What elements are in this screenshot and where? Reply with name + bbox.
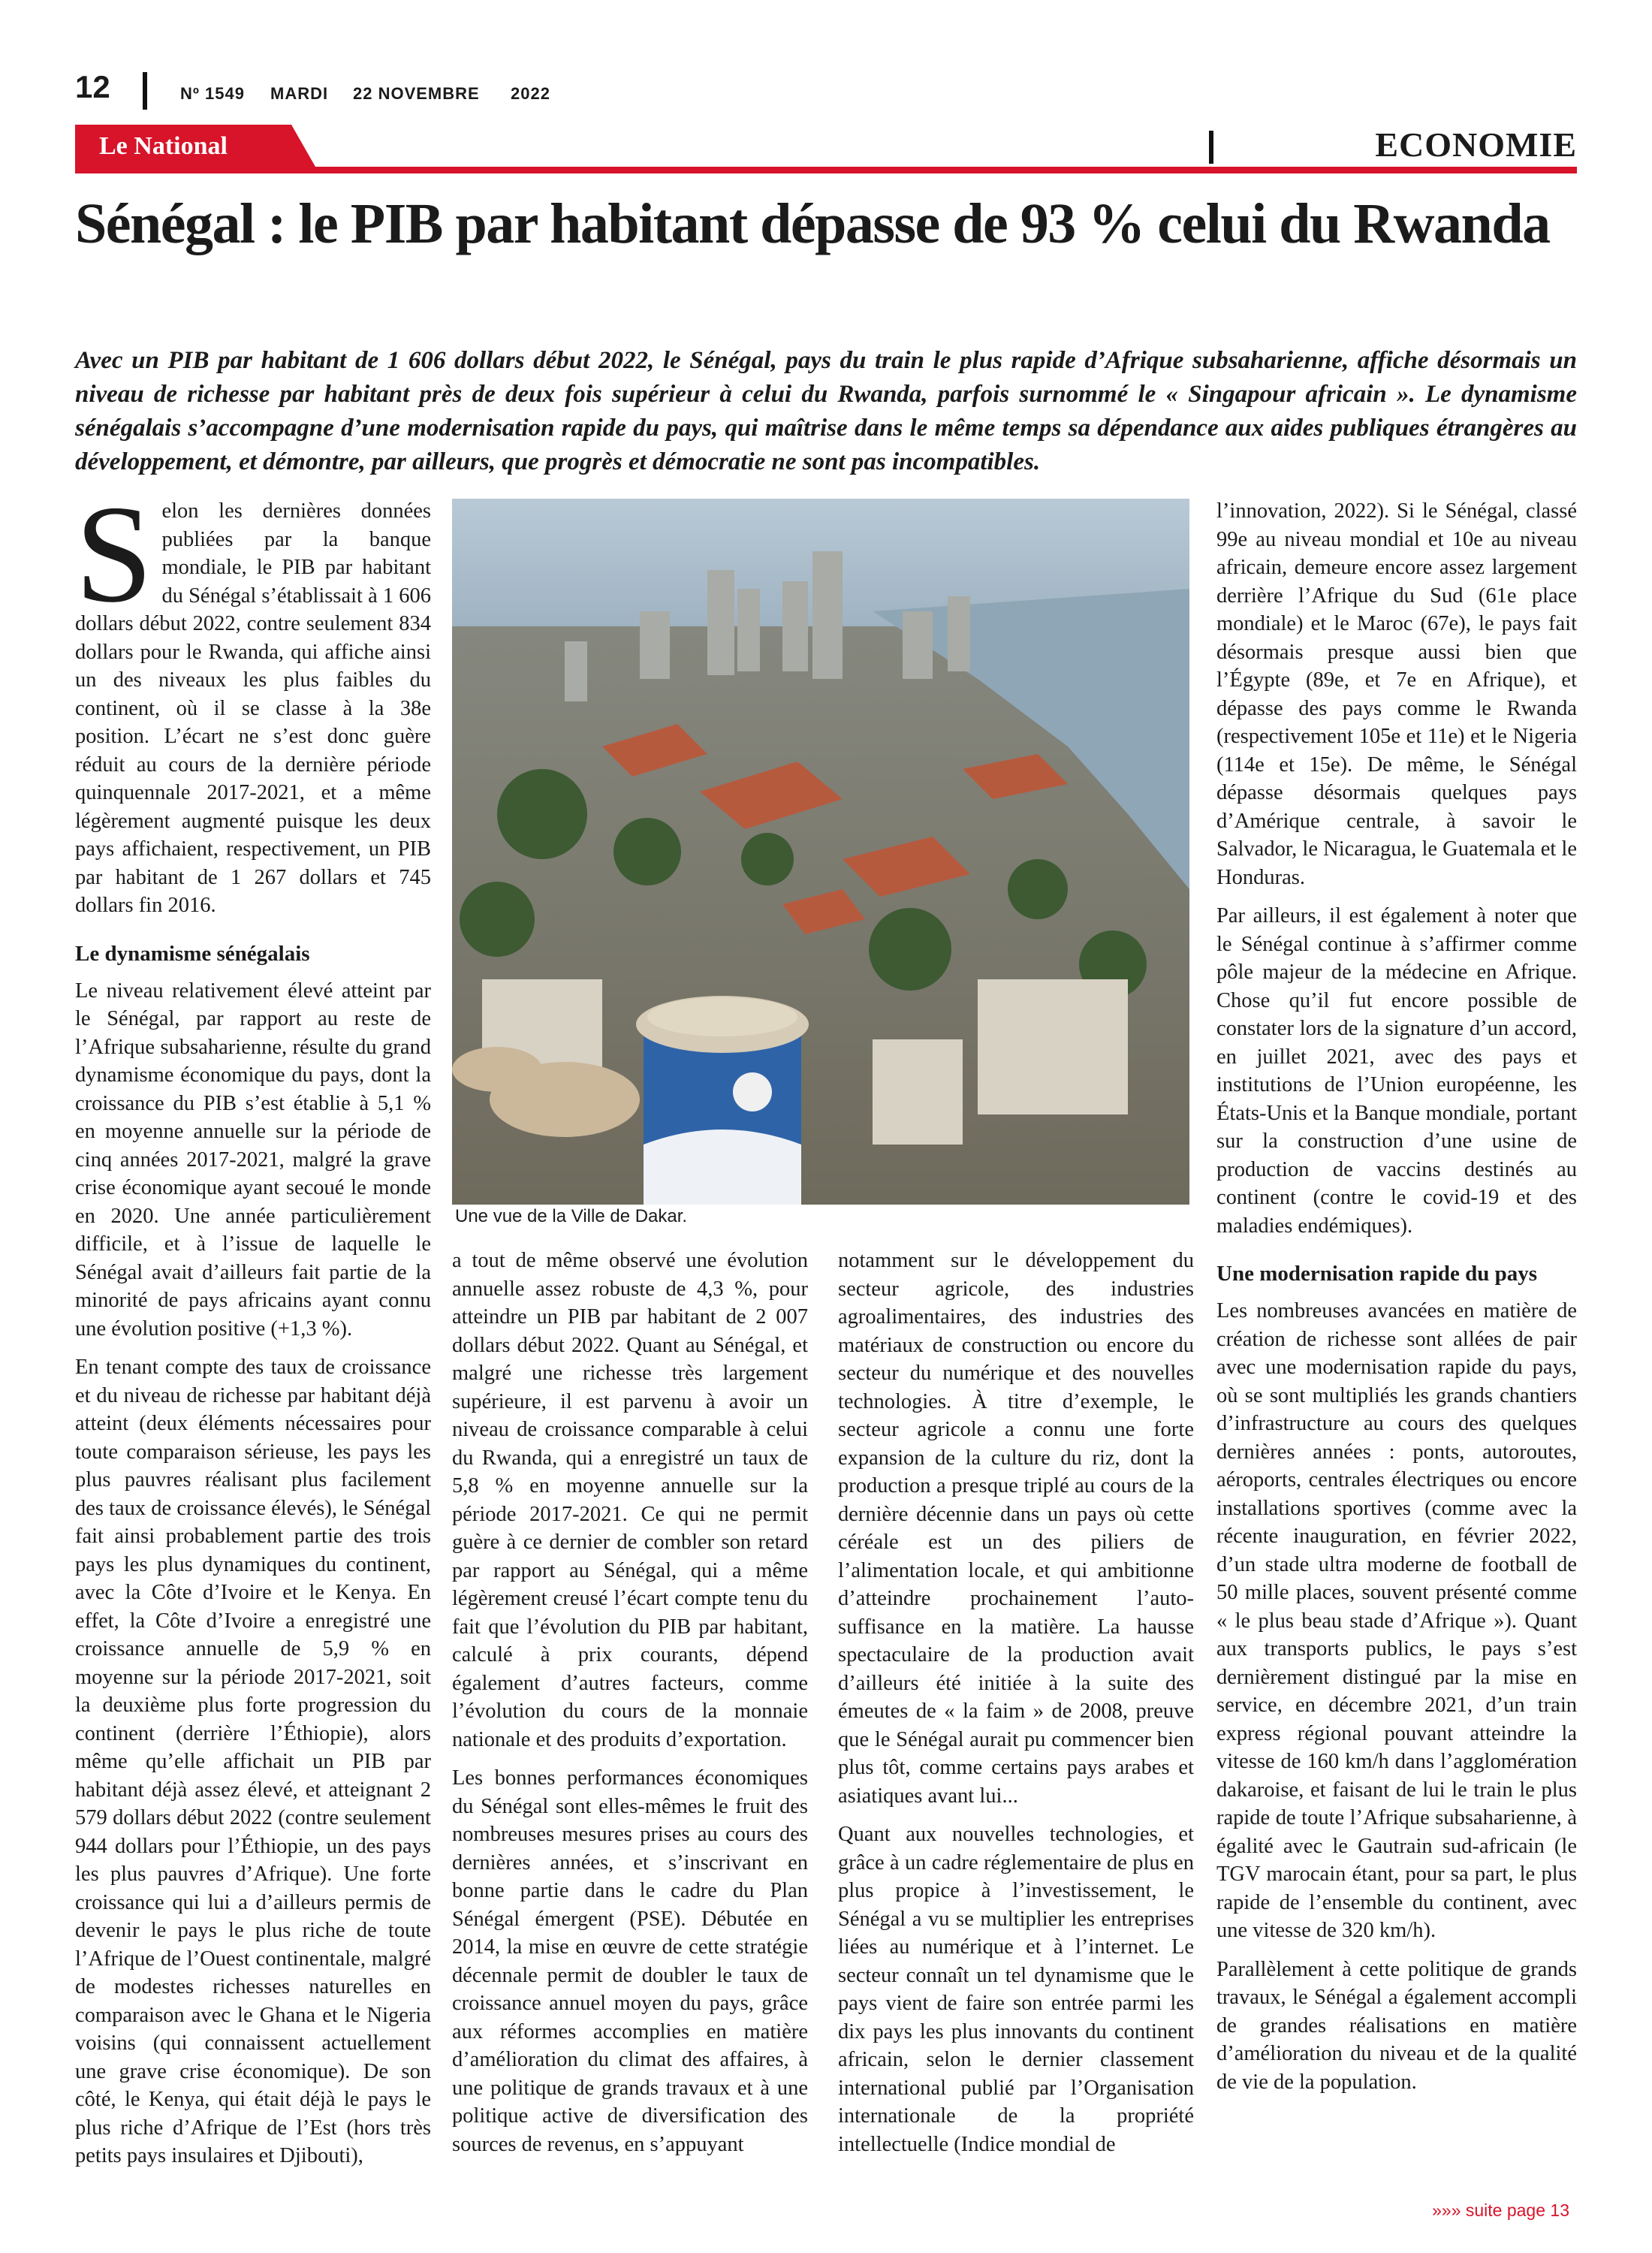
brand-label: Le National — [99, 132, 228, 160]
page-number: 12 — [75, 69, 110, 104]
article-headline: Sénégal : le PIB par habitant dépasse de 93 % celui du Rwanda — [75, 192, 1550, 255]
column-2 — [452, 1247, 808, 2169]
paragraph: Parallèlement à cette politique de grands travaux, le Sénégal a également accompli de grandes réalisations en matière d’amélioration du niveau et de la qualité de vie de la population. — [1216, 1957, 1577, 2094]
subheading-modernisation: Une modernisation rapide du pays — [1216, 1262, 1538, 1286]
issue-year: 2022 — [511, 84, 550, 103]
paragraph: Le niveau relativement élevé atteint par le Sénégal, par rapport au reste de l’Afrique subsaharienne, résulte du grand dynamisme économique du pays, dont la croissance du PIB s’est établie à 5,1 % en moyenne annuelle sur la période de cinq années 2017-2021, malgré la grave crise économique ayant secoué le monde en 2020. Une année particulièrement difficile, et à l’issue de laquelle le Sénégal avait d’ailleurs fait partie de la minorité de pays africains ayant connu une évolution positive (+1,3 %). — [75, 979, 431, 1341]
drop-cap: S — [75, 477, 153, 632]
continued-link[interactable]: »»» suite page 13 — [1432, 2200, 1569, 2220]
column-1 — [75, 477, 432, 2181]
dakar-city-photo — [452, 499, 1189, 1205]
paragraph: a tout de même observé une évolution annuelle assez robuste de 4,3 %, pour atteindre un PIB par habitant de 2 007 dollars début 2022. Quant au Sénégal, et malgré une richesse très largement supérieure, il est parvenu à avoir un niveau de croissance comparable à celui du Rwanda, qui a enregistré un taux de 5,8 % en moyenne annuelle sur la période 2017-2021. Ce qui ne permit guère à ce dernier de combler son retard par rapport au Sénégal, qui a même légèrement creusé l’écart compte tenu du fait que l’évolution du PIB par habitant, calculé à prix courants, dépend également d’autres facteurs, comme l’évolution du cours de la monnaie nationale et des produits d’exportation. — [452, 1249, 808, 1751]
header-divider — [143, 72, 147, 110]
paragraph: Quant aux nouvelles technologies, et grâce à un cadre réglementaire de plus en plus propice à l’investissement, le Sénégal a vu se multiplier les entreprises liées au numérique et à l’internet. Le secteur connaît un tel dynamisme que le pays vient de faire son entrée parmi les dix pays les plus innovants du continent africain, selon le dernier classement international publié par l’Organisation internationale de la propriété intellectuelle (Indice mondial de — [838, 1823, 1194, 2156]
section-title: ECONOMIE — [1375, 125, 1577, 164]
column-4 — [1216, 497, 1577, 2107]
article-lead: Avec un PIB par habitant de 1 606 dollars début 2022, le Sénégal, pays du train le plus rapide d’Afrique subsaharienne, affiche désormais un niveau de richesse par habitant près de deux fois supérieur à celui du Rwanda, parfois surnommé le « Singapour africain ». Le dynamisme sénégalais s’accompagne d’une modernisation rapide du pays, qui maîtrise dans le même temps sa dépendance aux aides publiques étrangères au développement, et démontre, par ailleurs, que progrès et démocratie ne sont pas incompatibles. — [75, 347, 1577, 475]
photo-caption: Une vue de la Ville de Dakar. — [455, 1206, 688, 1226]
issue-number: Nº 1549 — [180, 84, 245, 103]
paragraph: Les nombreuses avancées en matière de création de richesse sont allées de pair avec une modernisation rapide du pays, où se sont multipliés les grands chantiers d’infrastructure au cours des quelques dernières années : ponts, autoroutes, aéroports, centrales électriques ou encore installations sportives (comme avec la récente inauguration, en février 2022, d’un stade ultra moderne de football de 50 mille places, souvent présenté comme « le plus beau stade d’Afrique »). Quant aux transports publics, le pays s’est dernièrement distingué par la mise en service, en décembre 2021, d’un train express régional pouvant atteindre la vitesse de 160 km/h dans l’agglomération dakaroise, et faisant de lui le train le plus rapide de toute l’Afrique subsaharienne, à égalité avec le Gautrain sud-africain (le TGV marocain étant, pour sa part, le plus rapide de l’ensemble du continent, avec une vitesse de 320 km/h). — [1216, 1299, 1577, 1942]
paragraph: l’innovation, 2022). Si le Sénégal, classé 99e au niveau mondial et 10e au niveau africain, demeure encore assez largement derrière l’Afrique du Sud (61e place mondiale) et le Maroc (67e), le pays fait désormais presque aussi bien que l’Égypte (89e, et 7e en Afrique), et dépasse des pays comme le Rwanda (respectivement 105e et 11e) et le Nigeria (114e et 15e). De même, le Sénégal dépasse désormais quelques pays d’Amérique centrale, à savoir le Salvador, le Nicaragua, le Guatemala et le Honduras. — [1216, 499, 1577, 889]
paragraph: notamment sur le développement du secteur agricole, des industries agroalimentaires, des industries des matériaux de construction ou encore du secteur du numérique et des nouvelles technologies. À titre d’exemple, le secteur agricole a connu une forte expansion de la culture du riz, dont la production a presque triplé au cours de la dernière décennie dans un pays où cette céréale est un des piliers de l’alimentation locale, et qui ambitionne d’atteindre prochainement l’auto-suffisance en la matière. La hausse spectaculaire de la production avait d’ailleurs été initiée à la suite des émeutes de « la faim » de 2008, preuve que le Sénégal aurait pu commencer bien plus tôt, comme certains pays arabes et asiatiques avant lui... — [838, 1249, 1194, 1808]
issue-day: MARDI — [270, 84, 329, 103]
paragraph-text: elon les dernières données publiées par la banque mondiale, le PIB par habitant du Sénégal s’établissait à 1 606 dollars début 2022, contre seulement 834 dollars pour le Rwanda, qui affiche ainsi un des niveaux les plus faibles du continent, où il se classe à la 38e position. L’écart ne s’est donc guère réduit au cours de la dernière période quinquennale 2017-2021, et a même légèrement augmenté puisque les deux pays affichaient, respectivement, un PIB par habitant de 1 267 dollars et 745 dollars fin 2016. — [75, 499, 431, 917]
header-rule — [75, 167, 1577, 173]
paragraph: Les bonnes performances économiques du Sénégal sont elles-mêmes le fruit des nombreuses mesures prises au cours des dernières années, et s’inscrivant en bonne partie dans le cadre du Plan Sénégal émergent (PSE). Débutée en 2014, la mise en œuvre de cette stratégie décennale permit de doubler le taux de croissance annuel moyen du pays, grâce aux réformes accomplies en matière d’amélioration du climat des affaires, à une politique de grands travaux et à une politique active de diversification des sources de revenus, en s’appuyant — [452, 1766, 808, 2156]
issue-date: 22 NOVEMBRE — [353, 84, 480, 103]
column-3 — [838, 1247, 1194, 2169]
section-divider — [1209, 131, 1213, 164]
subheading-dynamisme: Le dynamisme sénégalais — [75, 941, 310, 966]
paragraph — [75, 477, 431, 920]
paragraph: En tenant compte des taux de croissance et du niveau de richesse par habitant déjà atteint (deux éléments nécessaires pour toute comparaison sérieuse, les pays les plus pauvres réalisant plus facilement des taux de croissance élevés), le Sénégal fait ainsi probablement partie des trois pays les plus dynamiques du continent, avec la Côte d’Ivoire et le Kenya. En effet, la Côte d’Ivoire a enregistré une croissance annuelle de 5,9 % en moyenne sur la période 2017-2021, soit la deuxième plus forte progression du continent (derrière l’Éthiopie), alors même qu’elle affichait un PIB par habitant déjà assez élevé, et atteignant 2 579 dollars début 2022 (contre seulement 944 dollars pour l’Éthiopie, un des pays les plus pauvres d’Afrique). Une forte croissance qui lui a d’ailleurs permis de devenir le pays le plus riche de toute l’Afrique de l’Ouest continentale, malgré de modestes richesses naturelles en comparaison avec le Ghana et le Nigeria voisins (qui connaissent actuellement une grave crise économique). De son côté, le Kenya, qui était déjà le pays le plus riche d’Afrique de l’Est (hors très petits pays insulaires et Djibouti), — [75, 1356, 432, 2167]
paragraph: Par ailleurs, il est également à noter que le Sénégal continue à s’affirmer comme pôle majeur de la médecine en Afrique. Chose qu’il fut encore possible de constater lors de la signature d’un accord, en juillet 2021, avec des pays et institutions de l’Union européenne, les États-Unis et la Banque mondiale, portant sur la construction d’une usine de production de vaccins destinés au continent (contre le covid-19 et des maladies endémiques). — [1216, 904, 1577, 1238]
